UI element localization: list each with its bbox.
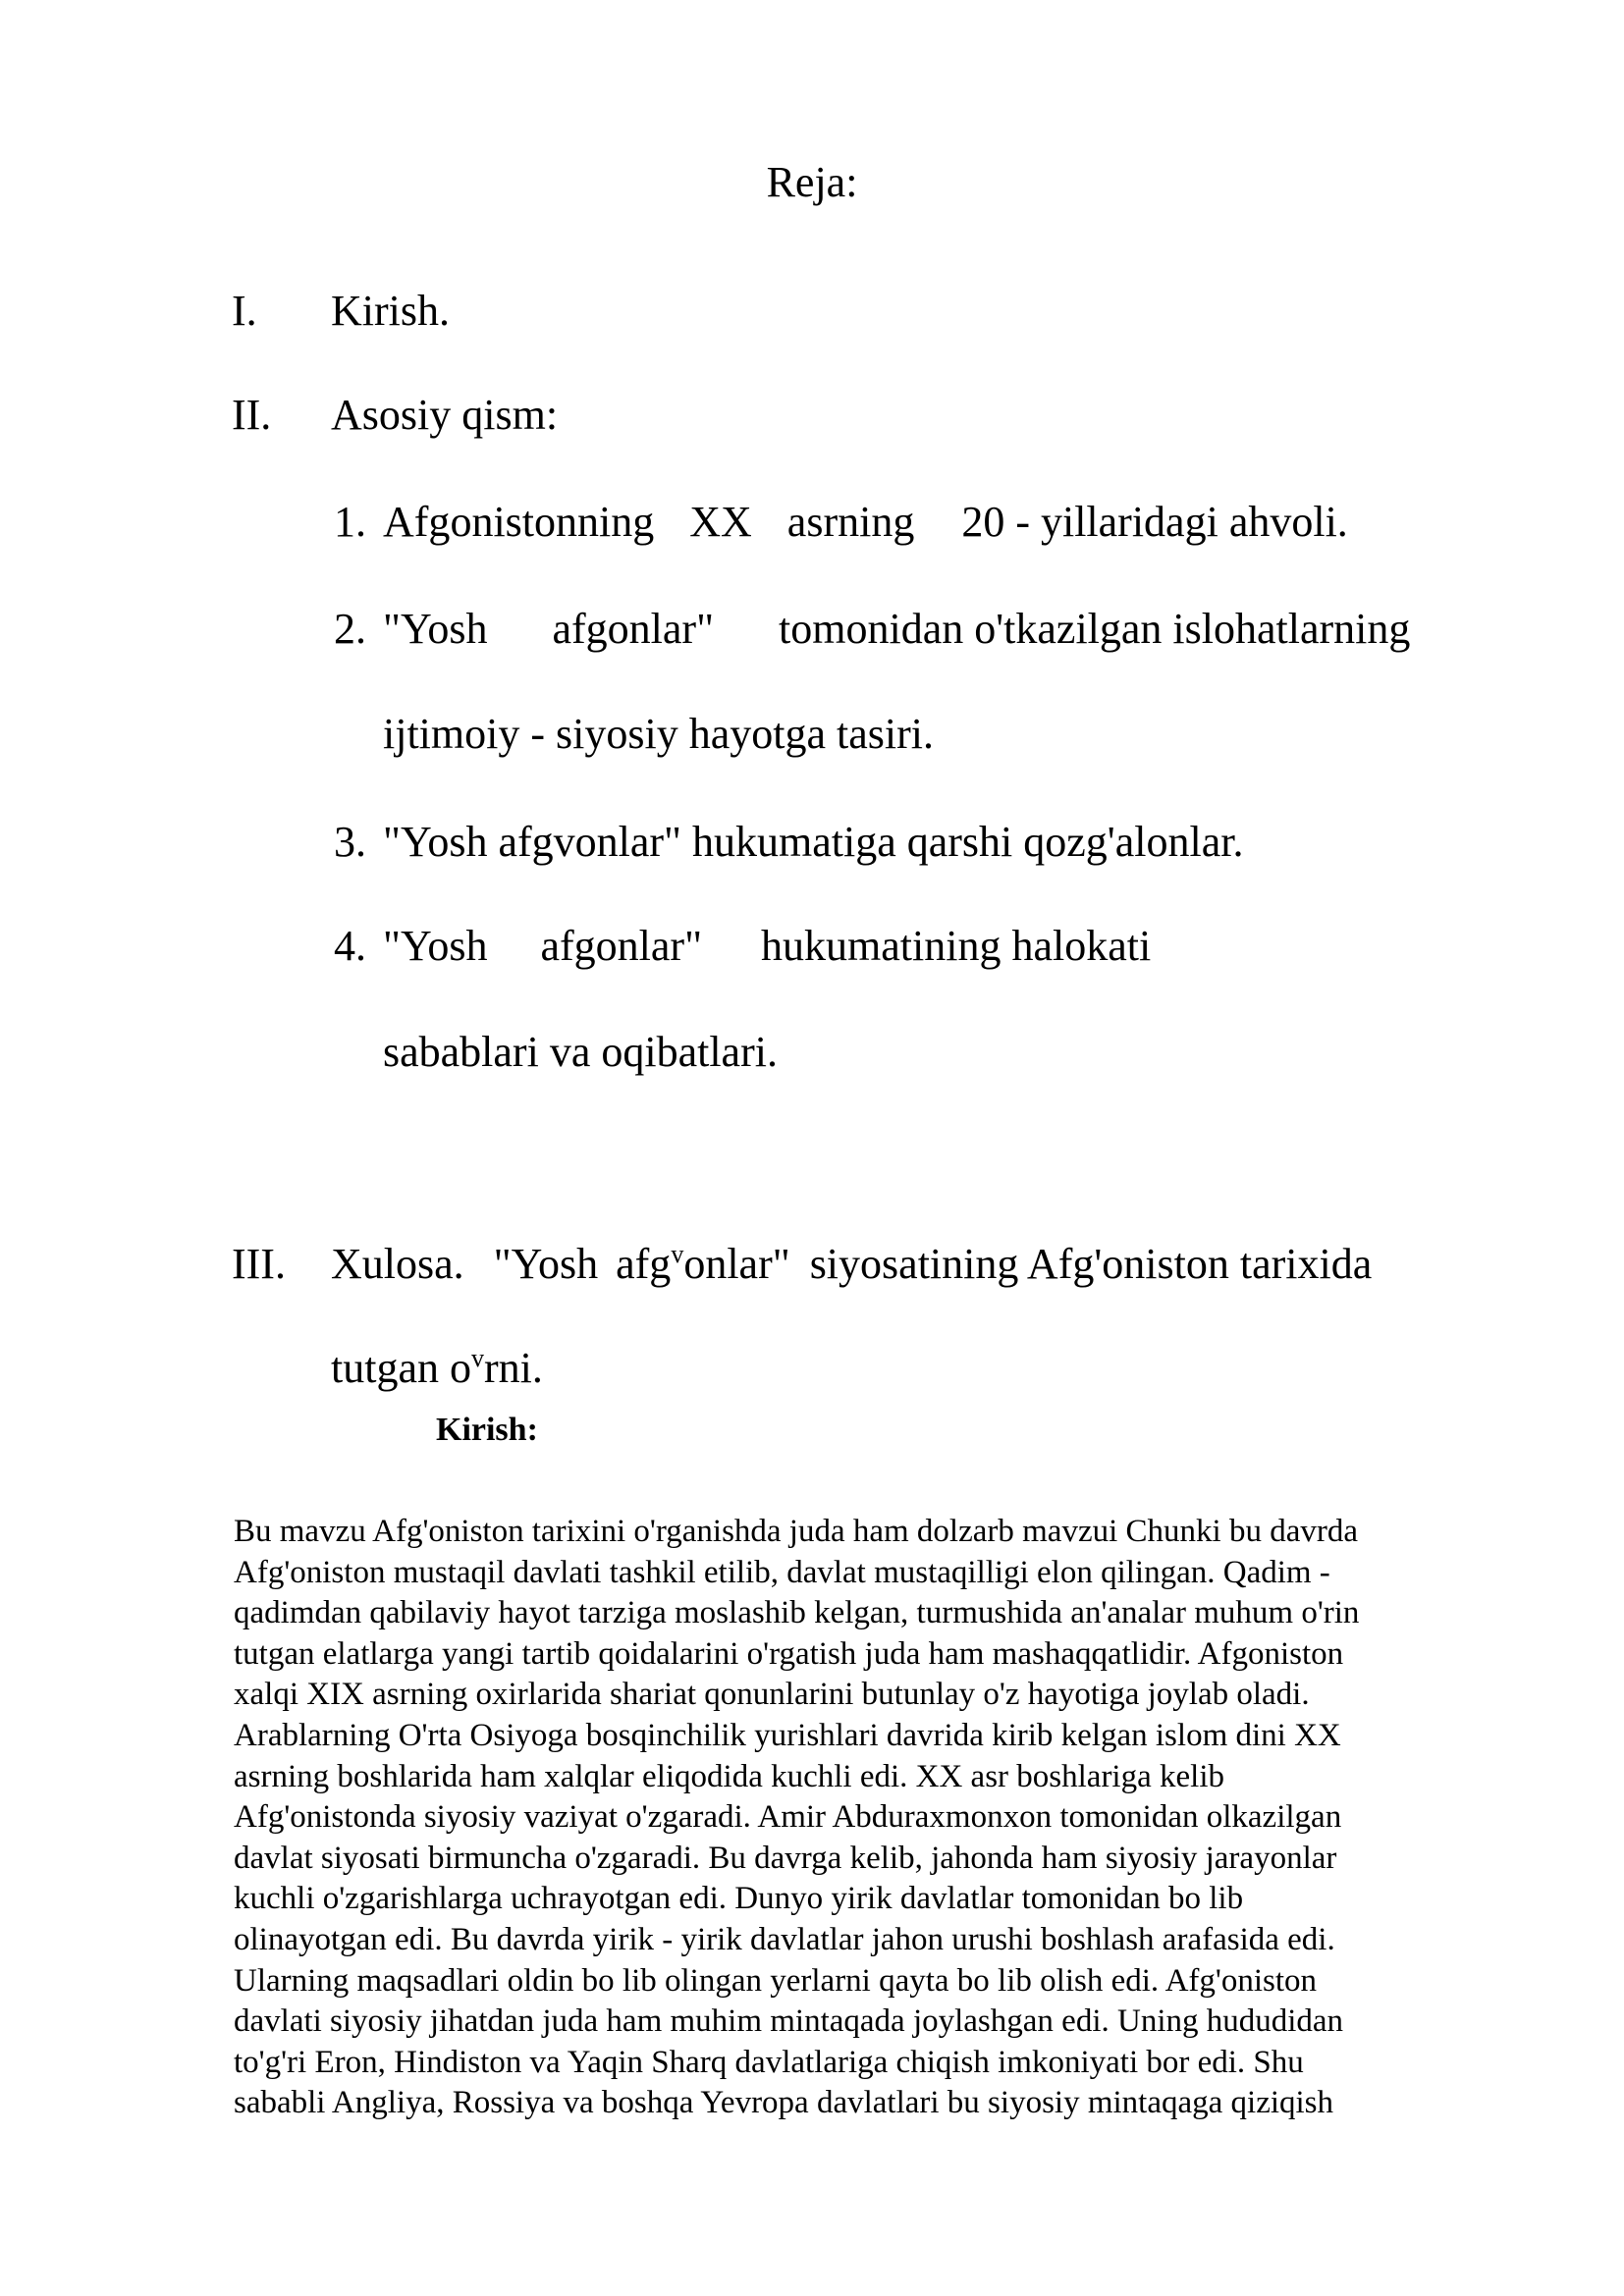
body-line: tutgan elatlarga yangi tartib qoidalarini o'rgatish juda ham mashaqqatlidir. Afgoniston bbox=[234, 1635, 1344, 1672]
plan-item-text bbox=[383, 921, 1151, 972]
text-fragment: onlar" bbox=[607, 605, 715, 653]
plan-section-conclusion bbox=[331, 1239, 1372, 1290]
body-paragraph bbox=[234, 1512, 1500, 2124]
body-line: Ularning maqsadlari oldin bo lib olingan yerlarni qayta bo lib olish edi. Afg'oniston bbox=[234, 1962, 1318, 1999]
body-line: olinayotgan edi. Bu davrda yirik - yirik davlatlar jahon urushi boshlash arafasida edi. bbox=[234, 1921, 1335, 1957]
plan-numeral-main: II. bbox=[232, 391, 272, 439]
text-fragment: rni. bbox=[483, 1344, 543, 1392]
text-fragment: "Yosh bbox=[383, 922, 488, 970]
plan-item-continuation bbox=[383, 709, 934, 760]
text-fragment: siri. bbox=[867, 710, 934, 758]
plan-section-main: Asosiy qism: bbox=[331, 391, 559, 439]
text-fragment: asrning bbox=[786, 498, 915, 546]
plan-section-intro: Kirish. bbox=[331, 287, 450, 335]
section-heading-kirish: Kirish: bbox=[436, 1412, 538, 1448]
text-fragment: "Yosh bbox=[493, 1240, 599, 1288]
text-fragment: tutgan o bbox=[331, 1344, 471, 1392]
plan-numeral-conclusion: III. bbox=[232, 1240, 286, 1288]
plan-item-number: 4. bbox=[334, 922, 366, 970]
body-line: xalqi XIX asrning oxirlarida shariat qonunlarini butunlay o'z hayotiga joylab oladi. bbox=[234, 1677, 1310, 1713]
plan-title: Reja: bbox=[766, 158, 858, 206]
text-fragment: 20 - yillaridagi ahvoli. bbox=[961, 498, 1348, 546]
plan-item-text: "Yosh afgvonlar" hukumatiga qarshi qozg'alonlar. bbox=[383, 818, 1244, 866]
plan-numeral-intro: I. bbox=[232, 287, 257, 335]
plan-item-number: 1. bbox=[334, 498, 366, 546]
plan-item-continuation: sabablari va oqibatlari. bbox=[383, 1028, 778, 1076]
plan-section-conclusion-continuation bbox=[331, 1343, 543, 1394]
body-line: Arablarning O'rta Osiyoga bosqinchilik yurishlari davrida kirib kelgan islom dini XX bbox=[234, 1717, 1341, 1753]
text-fragment: afg bbox=[552, 605, 608, 653]
text-fragment: Xulosa. bbox=[331, 1240, 464, 1288]
body-line: davlat siyosati birmuncha o'zgaradi. Bu davrga kelib, jahonda ham siyosiy jarayonlar bbox=[234, 1840, 1337, 1876]
body-line: asrning boshlarida ham xalqlar eliqodida kuchli edi. XX asr boshlariga kelib bbox=[234, 1758, 1224, 1794]
text-fragment: afg bbox=[540, 922, 596, 970]
body-line: Afg'oniston mustaqil davlati tashkil etilib, davlat mustaqilligi elon qilingan. Qadim - bbox=[234, 1554, 1330, 1590]
text-fragment: ijtimoiy - siyosiy hayotga ta bbox=[383, 710, 868, 758]
text-fragment: onlar" bbox=[683, 1240, 790, 1288]
plan-item-number: 3. bbox=[334, 818, 366, 866]
text-fragment: "Yosh bbox=[383, 605, 488, 653]
superscript-mark: v bbox=[671, 1240, 684, 1268]
text-fragment: hukumatining halokati bbox=[761, 922, 1152, 970]
body-line: sababli Angliya, Rossiya va boshqa Yevropa davlatlari bu siyosiy mintaqaga qiziqish bbox=[234, 2085, 1334, 2121]
body-line: Afg'onistonda siyosiy vaziyat o'zgaradi. Amir Abduraxmonxon tomonidan olkazilgan bbox=[234, 1799, 1342, 1836]
body-line: qadimdan qabilaviy hayot tarziga moslashib kelgan, turmushida an'analar muhum o'rin bbox=[234, 1595, 1360, 1631]
plan-item-text bbox=[383, 497, 1348, 548]
body-line: Bu mavzu Afg'oniston tarixini o'rganishda juda ham dolzarb mavzui Chunki bu davrda bbox=[234, 1514, 1358, 1549]
text-fragment: siyosatining Afg'oniston tarixida bbox=[809, 1240, 1373, 1288]
text-fragment: Afg bbox=[383, 498, 451, 546]
plan-item-text bbox=[383, 604, 1410, 655]
body-line: kuchli o'zgarishlarga uchrayotgan edi. Dunyo yirik davlatlar tomonidan bo lib bbox=[234, 1881, 1244, 1917]
text-fragment: tomonidan o'tkazilgan islohatlarning bbox=[779, 605, 1411, 653]
text-fragment: onistonning bbox=[450, 498, 655, 546]
text-fragment: onlar" bbox=[595, 922, 703, 970]
text-fragment: XX bbox=[689, 498, 752, 546]
body-line: davlati siyosiy jihatdan juda ham muhim mintaqada joylashgan edi. Uning hududidan bbox=[234, 2003, 1344, 2040]
text-fragment: afg bbox=[616, 1240, 672, 1288]
body-line: to'g'ri Eron, Hindiston va Yaqin Sharq davlatlariga chiqish imkoniyati bor edi. Shu bbox=[234, 2044, 1304, 2080]
plan-item-number: 2. bbox=[334, 605, 366, 653]
superscript-mark: v bbox=[470, 1344, 484, 1372]
